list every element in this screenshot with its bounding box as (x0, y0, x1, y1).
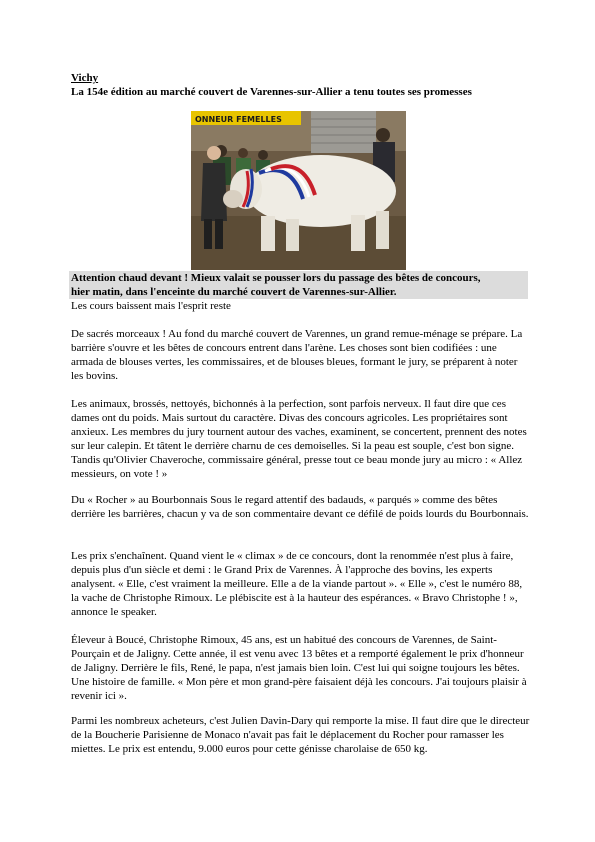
paragraph: Parmi les nombreux acheteurs, c'est Julien Davin-Dary qui remporte la mise. Il faut dire que le directeur de la Boucherie Parisienne de Monaco n'avait pas fait le déplacement du Rocher pour ramasser les miettes. Le prix est entendu, 9.000 euros pour cette génisse charolaise de 650 kg. (71, 715, 530, 755)
paragraph: Éleveur à Boucé, Christophe Rimoux, 45 ans, est un habitué des concours de Varennes, de Saint-Pourçain et de Jaligny. Cette année, il est venu avec 13 bêtes et a remporté également le prix d'honneur de Jaligny. Derrière le fils, René, le papa, n'est jamais bien loin. C'est lui qui soigne toujours les bêtes. Une histoire de famille. « Mon père et mon grand-père faisaient déjà les concours. J'ai toujours plaisir à revenir ici ». (71, 634, 527, 702)
article-photo (191, 111, 406, 270)
paragraph: Les prix s'enchaînent. Quand vient le « climax » de ce concours, dont la renommée n'est plus à faire, depuis plus d'un siècle et demi : le Grand Prix de Varennes. À l'approche des bovins, les experts analysent. « Elle, c'est vraiment la meilleure. Elle a de la viande partout ». « Elle », c'est le numéro 88, la vache de Christophe Rimoux. Le plébiscite est à la hauteur des espérances. « Bravo Christophe ! », annonce le speaker. (71, 550, 523, 618)
caption-line: Attention chaud devant ! Mieux valait se pousser lors du passage des bêtes de concours, (71, 272, 481, 284)
paragraph: Du « Rocher » au Bourbonnais Sous le regard attentif des badauds, « parqués » comme des bêtes derrière les barrières, chacun y va de son commentaire devant ce défilé de poids lourds du Bourbonnais. (71, 494, 529, 520)
caption-line: hier matin, dans l'enceinte du marché couvert de Varennes-sur-Allier. (71, 286, 397, 298)
paragraph: De sacrés morceaux ! Au fond du marché couvert de Varennes, un grand remue-ménage se prépare. La barrière s'ouvre et les bêtes de concours entrent dans l'arène. Les choses sont bien codifiées : une armada de blouses vertes, les commissaires, et de blouses bleues, formant le jury, se préparent à noter les bovins. (71, 328, 523, 382)
paragraph: Les animaux, brossés, nettoyés, bichonnés à la perfection, sont parfois nerveux. Il faut dire que ces dames ont du poids. Mais surtout du caractère. Divas des concours agricoles. Les propriétaires sont anxieux. Les membres du jury tournent autour des vaches, examinent, se concertent, prennent des notes sur leur calepin. Et tâtent le derrière charnu de ces demoiselles. Si la peau est souple, c'est bon signe. Tandis qu'Olivier Chaveroche, commissaire général, presse tout ce beau monde jury au micro : « Allez messieurs, on vote ! » (71, 398, 527, 480)
dateline: Vichy (71, 72, 99, 84)
subheading: Les cours baissent mais l'esprit reste (71, 300, 231, 312)
photo-illustration (191, 111, 406, 270)
headline: La 154e édition au marché couvert de Varennes-sur-Allier a tenu toutes ses promesses (71, 86, 472, 98)
banner-text: ONNEUR FEMELLES (195, 115, 282, 124)
photo-caption (69, 271, 528, 299)
